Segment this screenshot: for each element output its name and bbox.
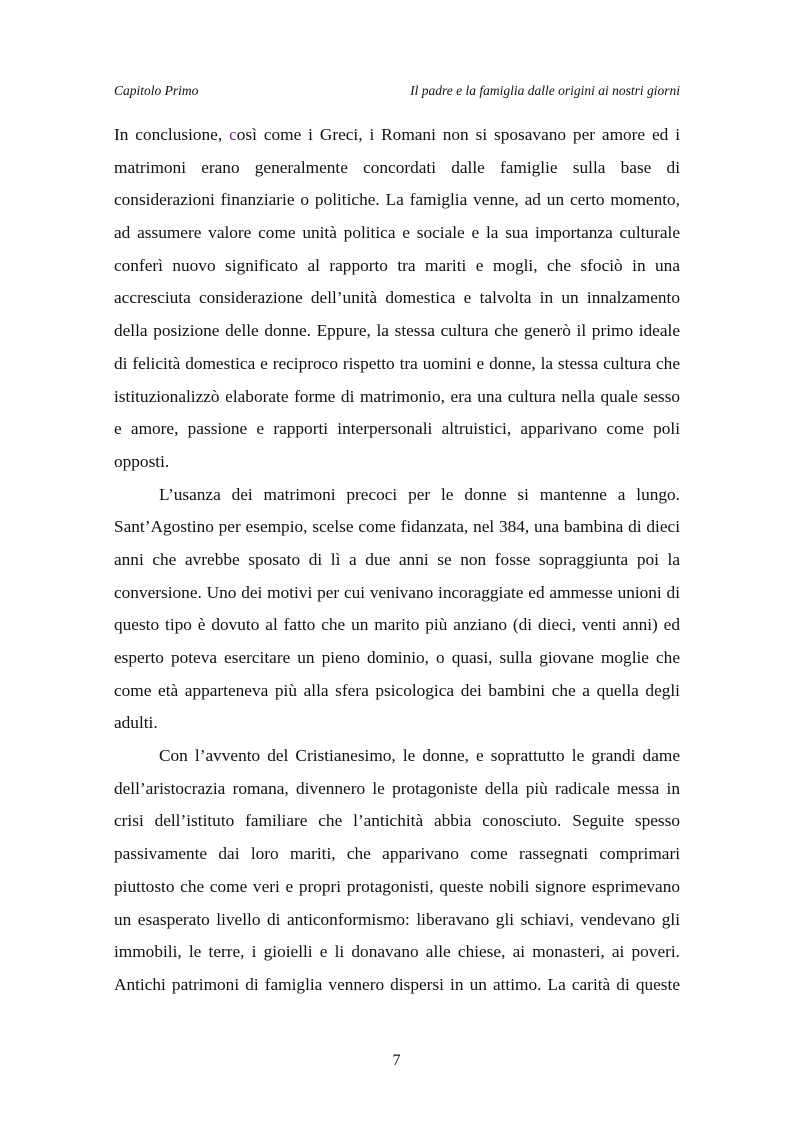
text-line: piuttosto che come veri e propri protagonisti, queste nobili signore esprimevano xyxy=(114,876,680,896)
text-line: esperto poteva esercitare un pieno dominio, o quasi, sulla giovane moglie che xyxy=(114,648,680,667)
text-line: matrimoni erano generalmente concordati dalle famiglie sulla base di xyxy=(114,157,680,177)
text-line: immobili, le terre, i gioielli e li donavano alle chiese, ai monasteri, ai poveri. xyxy=(114,942,680,962)
chapter-label: Capitolo Primo xyxy=(114,83,199,98)
text-line: dell’aristocrazia romana, divennero le protagoniste della più radicale messa in xyxy=(114,778,680,798)
highlighted-letter: c xyxy=(229,125,237,144)
text-line: della posizione delle donne. Eppure, la stessa cultura che generò il primo ideale xyxy=(114,321,680,341)
paragraph-start-line: L’usanza dei matrimoni precoci per le donne si mantenne a lungo. xyxy=(159,484,680,504)
text-line: adulti. xyxy=(114,713,158,733)
text-line: istituzionalizzò elaborate forme di matrimonio, era una cultura nella quale sesso xyxy=(114,386,680,406)
text-line: un esasperato livello di anticonformismo: liberavano gli schiavi, vendevano gli xyxy=(114,909,680,929)
text-line: e amore, passione e rapporti interpersonali altruistici, apparivano come poli xyxy=(114,419,680,439)
running-header xyxy=(114,81,680,101)
text-line: crisi dell’istituto familiare che l’antichità abbia conosciuto. Seguite spesso xyxy=(114,811,680,831)
body-text xyxy=(114,121,680,1004)
text-line: anni che avrebbe sposato di lì a due anni se non fosse sopraggiunta poi la xyxy=(114,549,680,569)
chapter-title: Il padre e la famiglia dalle origini ai nostri giorni xyxy=(410,83,680,98)
text-line: come età apparteneva più alla sfera psicologica dei bambini che a quella degli xyxy=(114,680,680,700)
paragraph-start-line: Con l’avvento del Cristianesimo, le donne, e soprattutto le grandi dame xyxy=(159,746,680,766)
text-line: Sant’Agostino per esempio, scelse come fidanzata, nel 384, una bambina di dieci xyxy=(114,517,680,537)
text-line: questo tipo è dovuto al fatto che un marito più anziano (di dieci, venti anni) ed xyxy=(114,615,680,635)
text-line: Antichi patrimoni di famiglia vennero dispersi in un attimo. La carità di queste xyxy=(114,974,680,994)
text-line: conferì nuovo significato al rapporto tra mariti e mogli, che sfociò in una xyxy=(114,255,680,275)
text-line: passivamente dai loro mariti, che apparivano come rassegnati comprimari xyxy=(114,844,680,864)
page-number: 7 xyxy=(392,1052,401,1069)
text-line: ad assumere valore come unità politica e sociale e la sua importanza culturale xyxy=(114,223,680,243)
text-line: considerazioni finanziarie o politiche. La famiglia venne, ad un certo momento, xyxy=(114,190,680,210)
text-line: opposti. xyxy=(114,451,170,471)
text-line: conversione. Uno dei motivi per cui venivano incoraggiate ed ammesse unioni di xyxy=(114,582,680,602)
text-line: accresciuta considerazione dell’unità domestica e talvolta in un innalzamento xyxy=(114,288,680,308)
text-line: In conclusione, così come i Greci, i Romani non si sposavano per amore ed i xyxy=(114,125,680,144)
text-line: di felicità domestica e reciproco rispetto tra uomini e donne, la stessa cultura che xyxy=(114,353,680,373)
